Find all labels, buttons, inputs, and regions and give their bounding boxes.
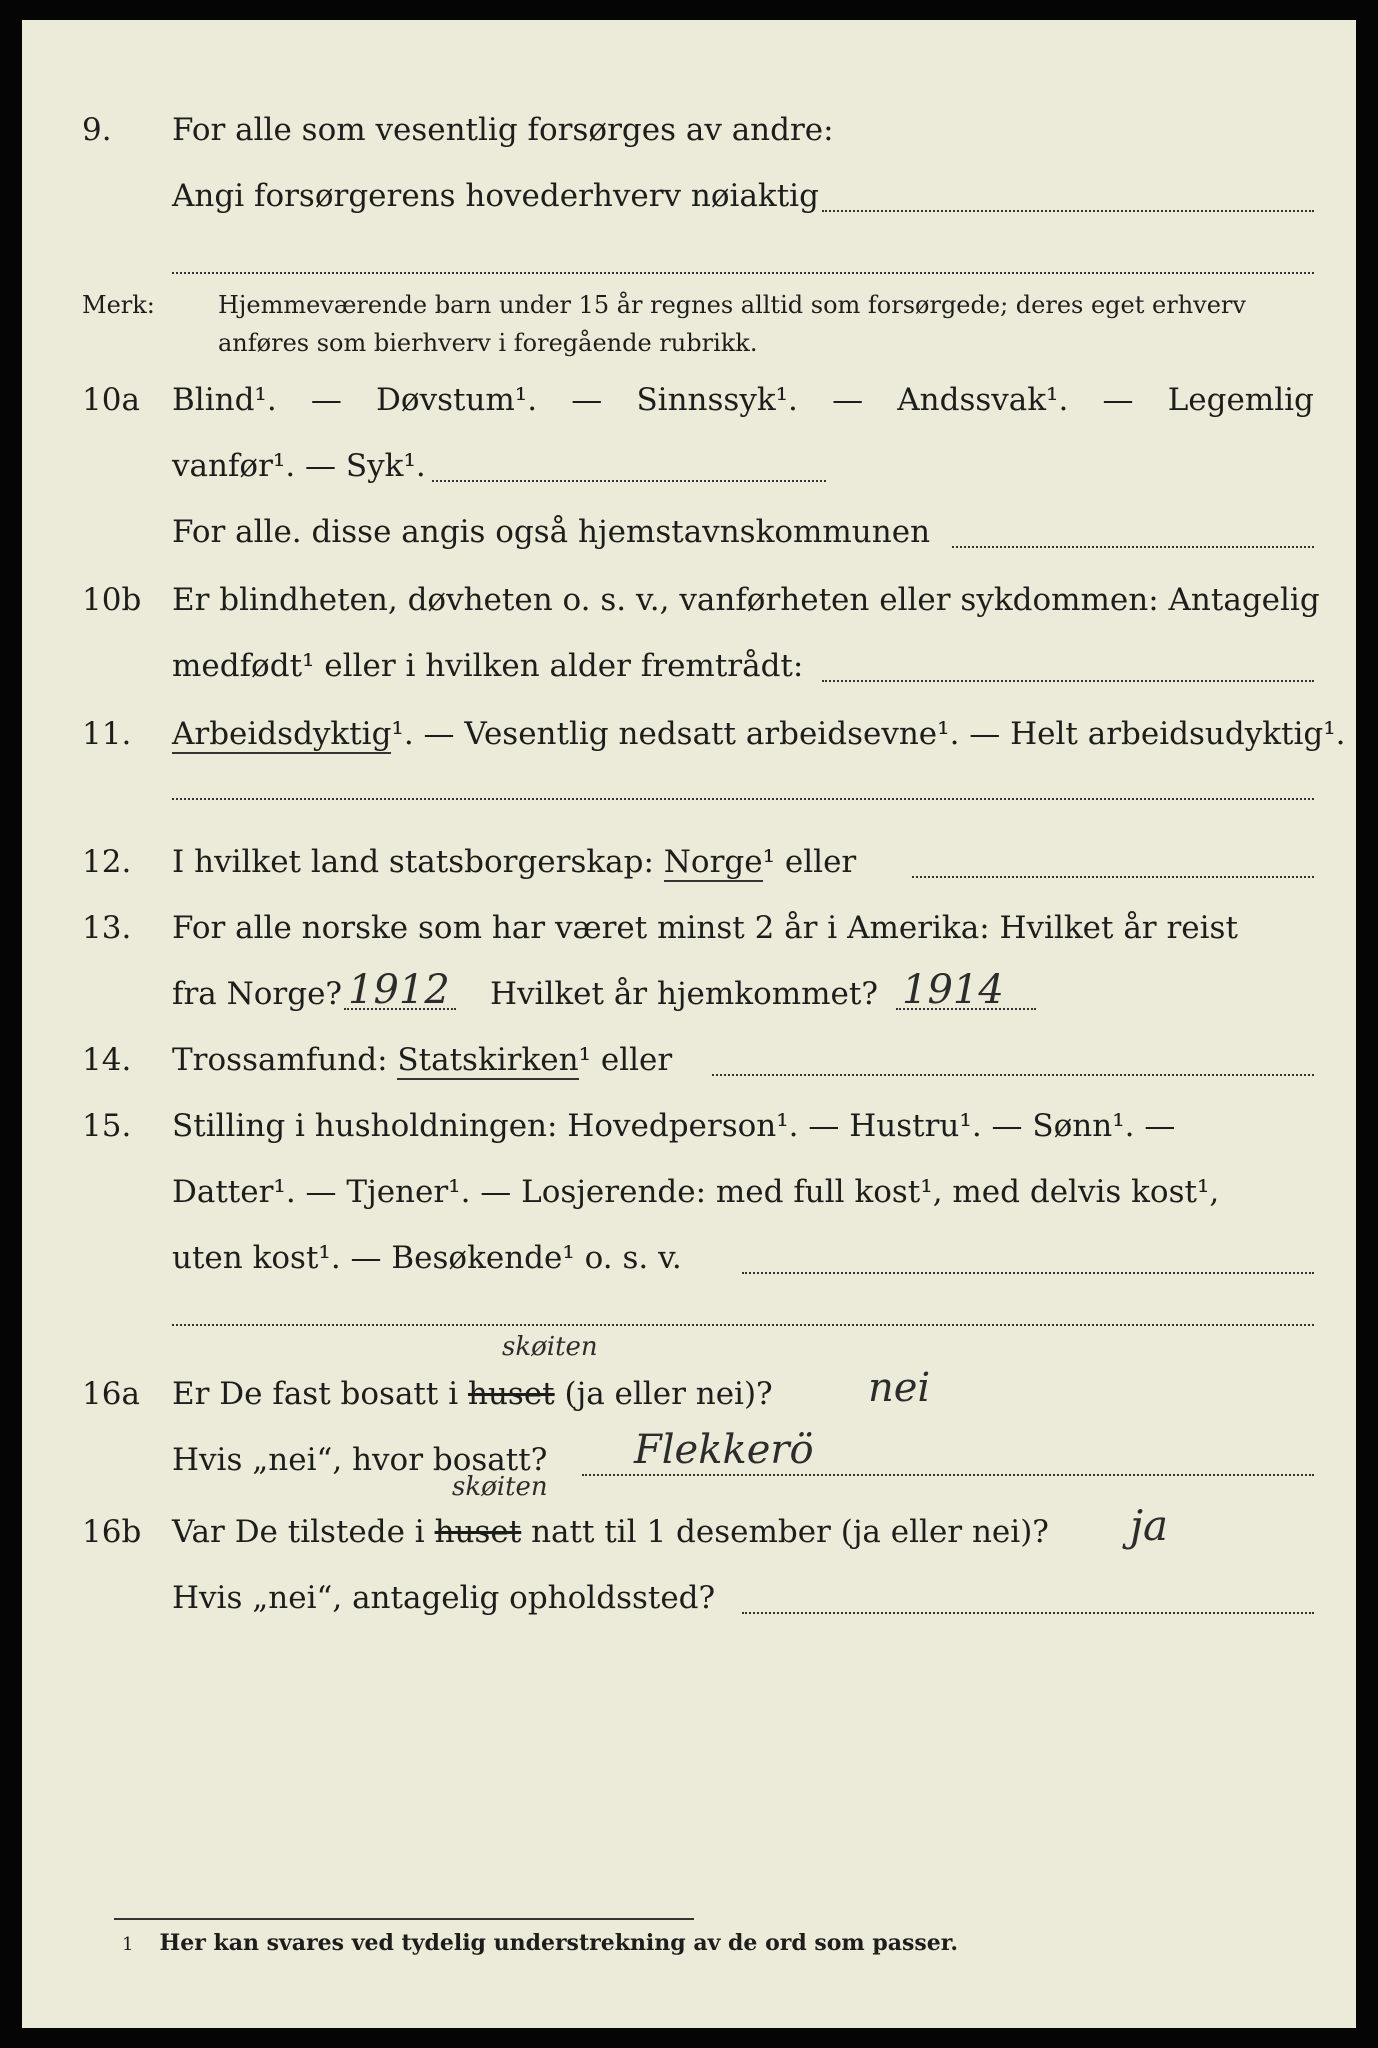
q12-prefix: I hvilket land statsborgerskap: <box>172 844 654 880</box>
q10b-alder-label: medfødt¹ eller i hvilken alder fremtrådt: <box>172 648 804 684</box>
q16b-question <box>172 1504 1049 1560</box>
q16b-inserted-word: skøiten <box>452 1472 548 1502</box>
q15-line3-text: uten kost¹. — Besøkende¹ o. s. v. <box>172 1240 682 1276</box>
q10a-option-dovstum: Døvstum¹. <box>376 382 538 418</box>
q13-number: 13. <box>82 910 132 946</box>
q14-line <box>22 1032 1356 1088</box>
q16b-opholdssted-label: Hvis „nei“, antagelig opholdssted? <box>172 1580 716 1616</box>
q9-number: 9. <box>82 112 112 148</box>
q14-number: 14. <box>82 1042 132 1078</box>
q9-line2 <box>22 168 1356 224</box>
q13-hjemkommet-label: Hvilket år hjemkommet? <box>490 976 878 1012</box>
q14-prefix: Trossamfund: <box>172 1042 388 1078</box>
q16b-suffix: natt til 1 desember (ja eller nei)? <box>531 1514 1049 1550</box>
q16a-inserted-word: skøiten <box>502 1332 598 1362</box>
merk-line2: anføres som bierhverv i foregående rubrikk. <box>218 329 758 357</box>
q11-options <box>172 706 1346 762</box>
q11-answer-field[interactable] <box>172 798 1314 800</box>
q14-statskirken-underlined: Statskirken <box>397 1042 579 1078</box>
q13-answer-hjemkommet[interactable]: 1914 <box>902 967 1004 1013</box>
q10a-dash: — <box>1102 382 1134 418</box>
q15-line1 <box>22 1098 1356 1154</box>
q10a-option-legemlig: Legemlig <box>1167 382 1314 418</box>
q10a-dash: — <box>832 382 864 418</box>
footnote-text: Her kan svares ved tydelig understrekning av de ord som passer. <box>159 1930 959 1956</box>
q16b-struck-word: huset <box>434 1514 522 1550</box>
q10a-hjemstavn-field[interactable] <box>952 546 1314 548</box>
q10a-option-sinnssyk: Sinnssyk¹. <box>636 382 798 418</box>
q10a-option-blind: Blind¹. <box>172 382 277 418</box>
q13-line2 <box>22 966 1356 1022</box>
q16b-line1 <box>22 1501 1356 1560</box>
q11-rest: ¹. — Vesentlig nedsatt arbeidsevne¹. — Helt arbeidsudyktig¹. <box>391 716 1346 752</box>
q16a-answer-bosatt[interactable]: Flekkerö <box>634 1427 814 1473</box>
q16a-prefix: Er De fast bosatt i <box>172 1376 459 1412</box>
q13-reist-field[interactable] <box>344 1008 456 1010</box>
q10a-line2 <box>22 438 1356 494</box>
q10a-hjemstavn-label: For alle. disse angis også hjemstavnskommunen <box>172 514 931 550</box>
q10b-line2 <box>22 638 1356 694</box>
q16b-number: 16b <box>82 1514 142 1550</box>
q11-number: 11. <box>82 716 132 752</box>
q15-line2-text: Datter¹. — Tjener¹. — Losjerende: med full kost¹, med delvis kost¹, <box>172 1174 1220 1210</box>
q15-answer-field[interactable] <box>742 1272 1314 1274</box>
q16a-answer[interactable]: nei <box>868 1365 931 1411</box>
q10b-number: 10b <box>82 582 142 618</box>
q14-suffix: ¹ eller <box>578 1042 673 1078</box>
q15-answer-field-2[interactable] <box>172 1324 1314 1326</box>
merk-label: Merk: <box>82 291 155 319</box>
q14-answer-field[interactable] <box>712 1074 1314 1076</box>
q9-answer-field-2[interactable] <box>172 272 1314 274</box>
merk-line1: Hjemmeværende barn under 15 år regnes alltid som forsørgede; deres eget erhverv <box>218 291 1246 319</box>
q15-line1-text: Stilling i husholdningen: Hovedperson¹. — Hustru¹. — Sønn¹. — <box>172 1108 1176 1144</box>
q10a-answer-field[interactable] <box>432 480 826 482</box>
q10a-number: 10a <box>82 382 140 418</box>
q16b-answer[interactable]: ja <box>1130 1501 1169 1550</box>
q13-answer-reist[interactable]: 1912 <box>348 967 450 1013</box>
q10a-dash: — <box>571 382 603 418</box>
q13-question: For alle norske som har været minst 2 år i Amerika: Hvilket år reist <box>172 910 1238 946</box>
q10a-line3 <box>22 504 1356 560</box>
census-form-page <box>22 20 1356 2028</box>
q10a-dash: — <box>310 382 342 418</box>
q16a-hvor-label: Hvis „nei“, hvor bosatt? <box>172 1442 548 1478</box>
footnote-mark: 1 <box>122 1934 134 1955</box>
q15-number: 15. <box>82 1108 132 1144</box>
q16a-suffix: (ja eller nei)? <box>564 1376 773 1412</box>
q10a-line1 <box>22 372 1356 428</box>
q16a-line1 <box>22 1366 1356 1422</box>
footnote-separator <box>114 1918 694 1920</box>
q12-question <box>172 834 856 890</box>
q15-line2 <box>22 1164 1356 1220</box>
q16a-number: 16a <box>82 1376 140 1412</box>
q10b-answer-field[interactable] <box>822 680 1314 682</box>
q12-number: 12. <box>82 844 132 880</box>
q12-suffix: ¹ eller <box>762 844 857 880</box>
q12-answer-field[interactable] <box>912 876 1314 878</box>
footnote <box>122 1930 958 1956</box>
q10a-options <box>172 372 1314 428</box>
q15-line3 <box>22 1230 1356 1286</box>
q13-line1 <box>22 900 1356 956</box>
q10a-option-andssvak: Andssvak¹. <box>897 382 1069 418</box>
q12-norge-underlined: Norge <box>663 844 763 880</box>
q16b-answer-field[interactable] <box>742 1612 1314 1614</box>
q16a-line2 <box>22 1427 1356 1488</box>
q11-arbeidsdyktig-underlined: Arbeidsdyktig <box>172 716 392 752</box>
q10a-vanfor-syk: vanfør¹. — Syk¹. <box>172 448 426 484</box>
q13-hjemkommet-field[interactable] <box>896 1008 1036 1010</box>
q16a-question <box>172 1366 773 1422</box>
q9-hovederhverv-label: Angi forsørgerens hovederhverv nøiaktig <box>172 178 819 214</box>
q9-line1 <box>22 102 1356 158</box>
q16b-line2 <box>22 1570 1356 1626</box>
q16a-bosatt-field[interactable] <box>582 1474 1314 1476</box>
q9-question: For alle som vesentlig forsørges av andre: <box>172 112 834 148</box>
q10b-question: Er blindheten, døvheten o. s. v., vanførheten eller sykdommen: Antagelig <box>172 582 1320 618</box>
q16b-prefix: Var De tilstede i <box>172 1514 425 1550</box>
q14-question <box>172 1032 672 1088</box>
q16a-struck-word: huset <box>467 1376 555 1412</box>
q9-answer-field[interactable] <box>822 210 1314 212</box>
q11-line <box>22 706 1356 762</box>
q12-line <box>22 834 1356 890</box>
q10b-line1 <box>22 572 1356 628</box>
q13-reist-label: fra Norge? <box>172 976 343 1012</box>
